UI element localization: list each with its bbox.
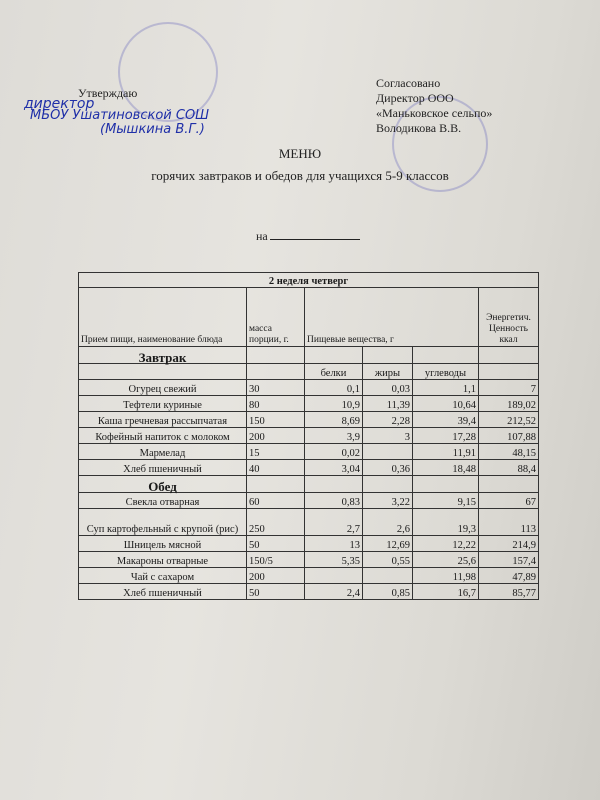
dish-name: Каша гречневая рассыпчатая	[79, 412, 247, 428]
subheader-protein: белки	[305, 364, 363, 380]
dish-energy: 48,15	[479, 444, 539, 460]
header-nutrients: Пищевые вещества, г	[305, 288, 479, 347]
dish-fat: 0,03	[363, 380, 413, 396]
dish-fat: 2,6	[363, 509, 413, 536]
dish-energy: 85,77	[479, 584, 539, 600]
director-signature-1: директор	[24, 96, 95, 112]
dish-energy: 67	[479, 493, 539, 509]
dish-carbs: 11,98	[413, 568, 479, 584]
dish-carbs: 25,6	[413, 552, 479, 568]
week-day-title: 2 неделя четверг	[79, 273, 539, 288]
empty-cell	[413, 347, 479, 364]
agreed-line: «Маньковское сельпо»	[376, 106, 493, 120]
dish-mass: 50	[247, 536, 305, 552]
empty-cell	[363, 347, 413, 364]
dish-protein: 5,35	[305, 552, 363, 568]
dish-name: Хлеб пшеничный	[79, 460, 247, 476]
dish-name: Хлеб пшеничный	[79, 584, 247, 600]
header-energy: Энергетич. Ценность ккал	[479, 288, 539, 347]
empty-cell	[79, 364, 247, 380]
dish-protein: 13	[305, 536, 363, 552]
dish-energy: 88,4	[479, 460, 539, 476]
dish-fat: 0,85	[363, 584, 413, 600]
menu-table	[78, 272, 539, 600]
agreed-line: Директор ООО	[376, 91, 454, 105]
dish-energy: 214,9	[479, 536, 539, 552]
dish-protein: 0,83	[305, 493, 363, 509]
subheader-carbs: углеводы	[413, 364, 479, 380]
dish-carbs: 10,64	[413, 396, 479, 412]
section-name: Обед	[79, 476, 247, 493]
empty-cell	[247, 347, 305, 364]
dish-energy: 189,02	[479, 396, 539, 412]
dish-mass: 150	[247, 412, 305, 428]
dish-name: Свекла отварная	[79, 493, 247, 509]
dish-mass: 50	[247, 584, 305, 600]
empty-cell	[479, 347, 539, 364]
table-row	[79, 428, 539, 444]
dish-name: Шницель мясной	[79, 536, 247, 552]
dish-name: Чай с сахаром	[79, 568, 247, 584]
dish-carbs: 1,1	[413, 380, 479, 396]
empty-cell	[305, 347, 363, 364]
director-signature-3: (Мышкина В.Г.)	[100, 122, 205, 137]
empty-cell	[479, 476, 539, 493]
dish-mass: 200	[247, 428, 305, 444]
table-row	[79, 509, 539, 536]
dish-protein: 2,7	[305, 509, 363, 536]
dish-fat: 0,36	[363, 460, 413, 476]
dish-fat: 3	[363, 428, 413, 444]
menu-subtitle: горячих завтраков и обедов для учащихся 5-9 классов	[151, 168, 449, 183]
dish-carbs: 18,48	[413, 460, 479, 476]
dish-energy: 157,4	[479, 552, 539, 568]
dish-fat: 11,39	[363, 396, 413, 412]
dish-mass: 80	[247, 396, 305, 412]
dish-protein: 3,04	[305, 460, 363, 476]
dish-carbs: 12,22	[413, 536, 479, 552]
table-row	[79, 396, 539, 412]
empty-cell	[305, 476, 363, 493]
table-row	[79, 380, 539, 396]
dish-mass: 200	[247, 568, 305, 584]
empty-cell	[413, 476, 479, 493]
date-label: на	[256, 229, 268, 243]
dish-carbs: 11,91	[413, 444, 479, 460]
table-row	[79, 412, 539, 428]
dish-mass: 15	[247, 444, 305, 460]
agreed-line: Согласовано	[376, 76, 441, 90]
dish-fat: 0,55	[363, 552, 413, 568]
dish-energy: 47,89	[479, 568, 539, 584]
dish-mass: 60	[247, 493, 305, 509]
dish-name: Суп картофельный с крупой (рис)	[79, 509, 247, 536]
empty-cell	[247, 476, 305, 493]
agreed-block	[376, 76, 492, 136]
dish-energy: 113	[479, 509, 539, 536]
dish-mass: 30	[247, 380, 305, 396]
dish-mass: 40	[247, 460, 305, 476]
dish-protein: 8,69	[305, 412, 363, 428]
section-row	[79, 476, 539, 493]
section-row	[79, 347, 539, 364]
dish-fat: 2,28	[363, 412, 413, 428]
dish-energy: 212,52	[479, 412, 539, 428]
empty-cell	[247, 364, 305, 380]
table-row	[79, 552, 539, 568]
approve-label: Утверждаю	[78, 86, 138, 100]
dish-energy: 7	[479, 380, 539, 396]
dish-fat: 3,22	[363, 493, 413, 509]
dish-name: Мармелад	[79, 444, 247, 460]
dish-protein: 2,4	[305, 584, 363, 600]
dish-energy: 107,88	[479, 428, 539, 444]
table-row	[79, 568, 539, 584]
date-blank	[270, 228, 360, 240]
dish-mass: 150/5	[247, 552, 305, 568]
section-name: Завтрак	[79, 347, 247, 364]
dish-protein: 0,02	[305, 444, 363, 460]
dish-protein: 10,9	[305, 396, 363, 412]
dish-name: Тефтели куриные	[79, 396, 247, 412]
dish-name: Кофейный напиток с молоком	[79, 428, 247, 444]
menu-heading: МЕНЮ	[278, 146, 322, 161]
dish-protein: 3,9	[305, 428, 363, 444]
dish-protein: 0,1	[305, 380, 363, 396]
dish-name: Огурец свежий	[79, 380, 247, 396]
header-name: Прием пищи, наименование блюда	[79, 288, 247, 347]
dish-carbs: 9,15	[413, 493, 479, 509]
dish-carbs: 19,3	[413, 509, 479, 536]
dish-fat	[363, 568, 413, 584]
dish-carbs: 16,7	[413, 584, 479, 600]
empty-cell	[363, 476, 413, 493]
table-row	[79, 444, 539, 460]
dish-fat: 12,69	[363, 536, 413, 552]
dish-mass: 250	[247, 509, 305, 536]
table-row	[79, 584, 539, 600]
date-line	[256, 228, 360, 244]
table-row	[79, 536, 539, 552]
subheader-row	[79, 364, 539, 380]
table-row	[79, 460, 539, 476]
school-seal-stamp	[118, 22, 218, 122]
dish-protein	[305, 568, 363, 584]
dish-carbs: 39,4	[413, 412, 479, 428]
subheader-fat: жиры	[363, 364, 413, 380]
empty-cell	[479, 364, 539, 380]
director-signature-2: МБОУ Ушатиновской СОШ	[30, 108, 210, 123]
table-row	[79, 493, 539, 509]
dish-name: Макароны отварные	[79, 552, 247, 568]
header-mass: масса порции, г.	[247, 288, 305, 347]
dish-fat	[363, 444, 413, 460]
dish-carbs: 17,28	[413, 428, 479, 444]
agreed-line: Володикова В.В.	[376, 121, 462, 135]
